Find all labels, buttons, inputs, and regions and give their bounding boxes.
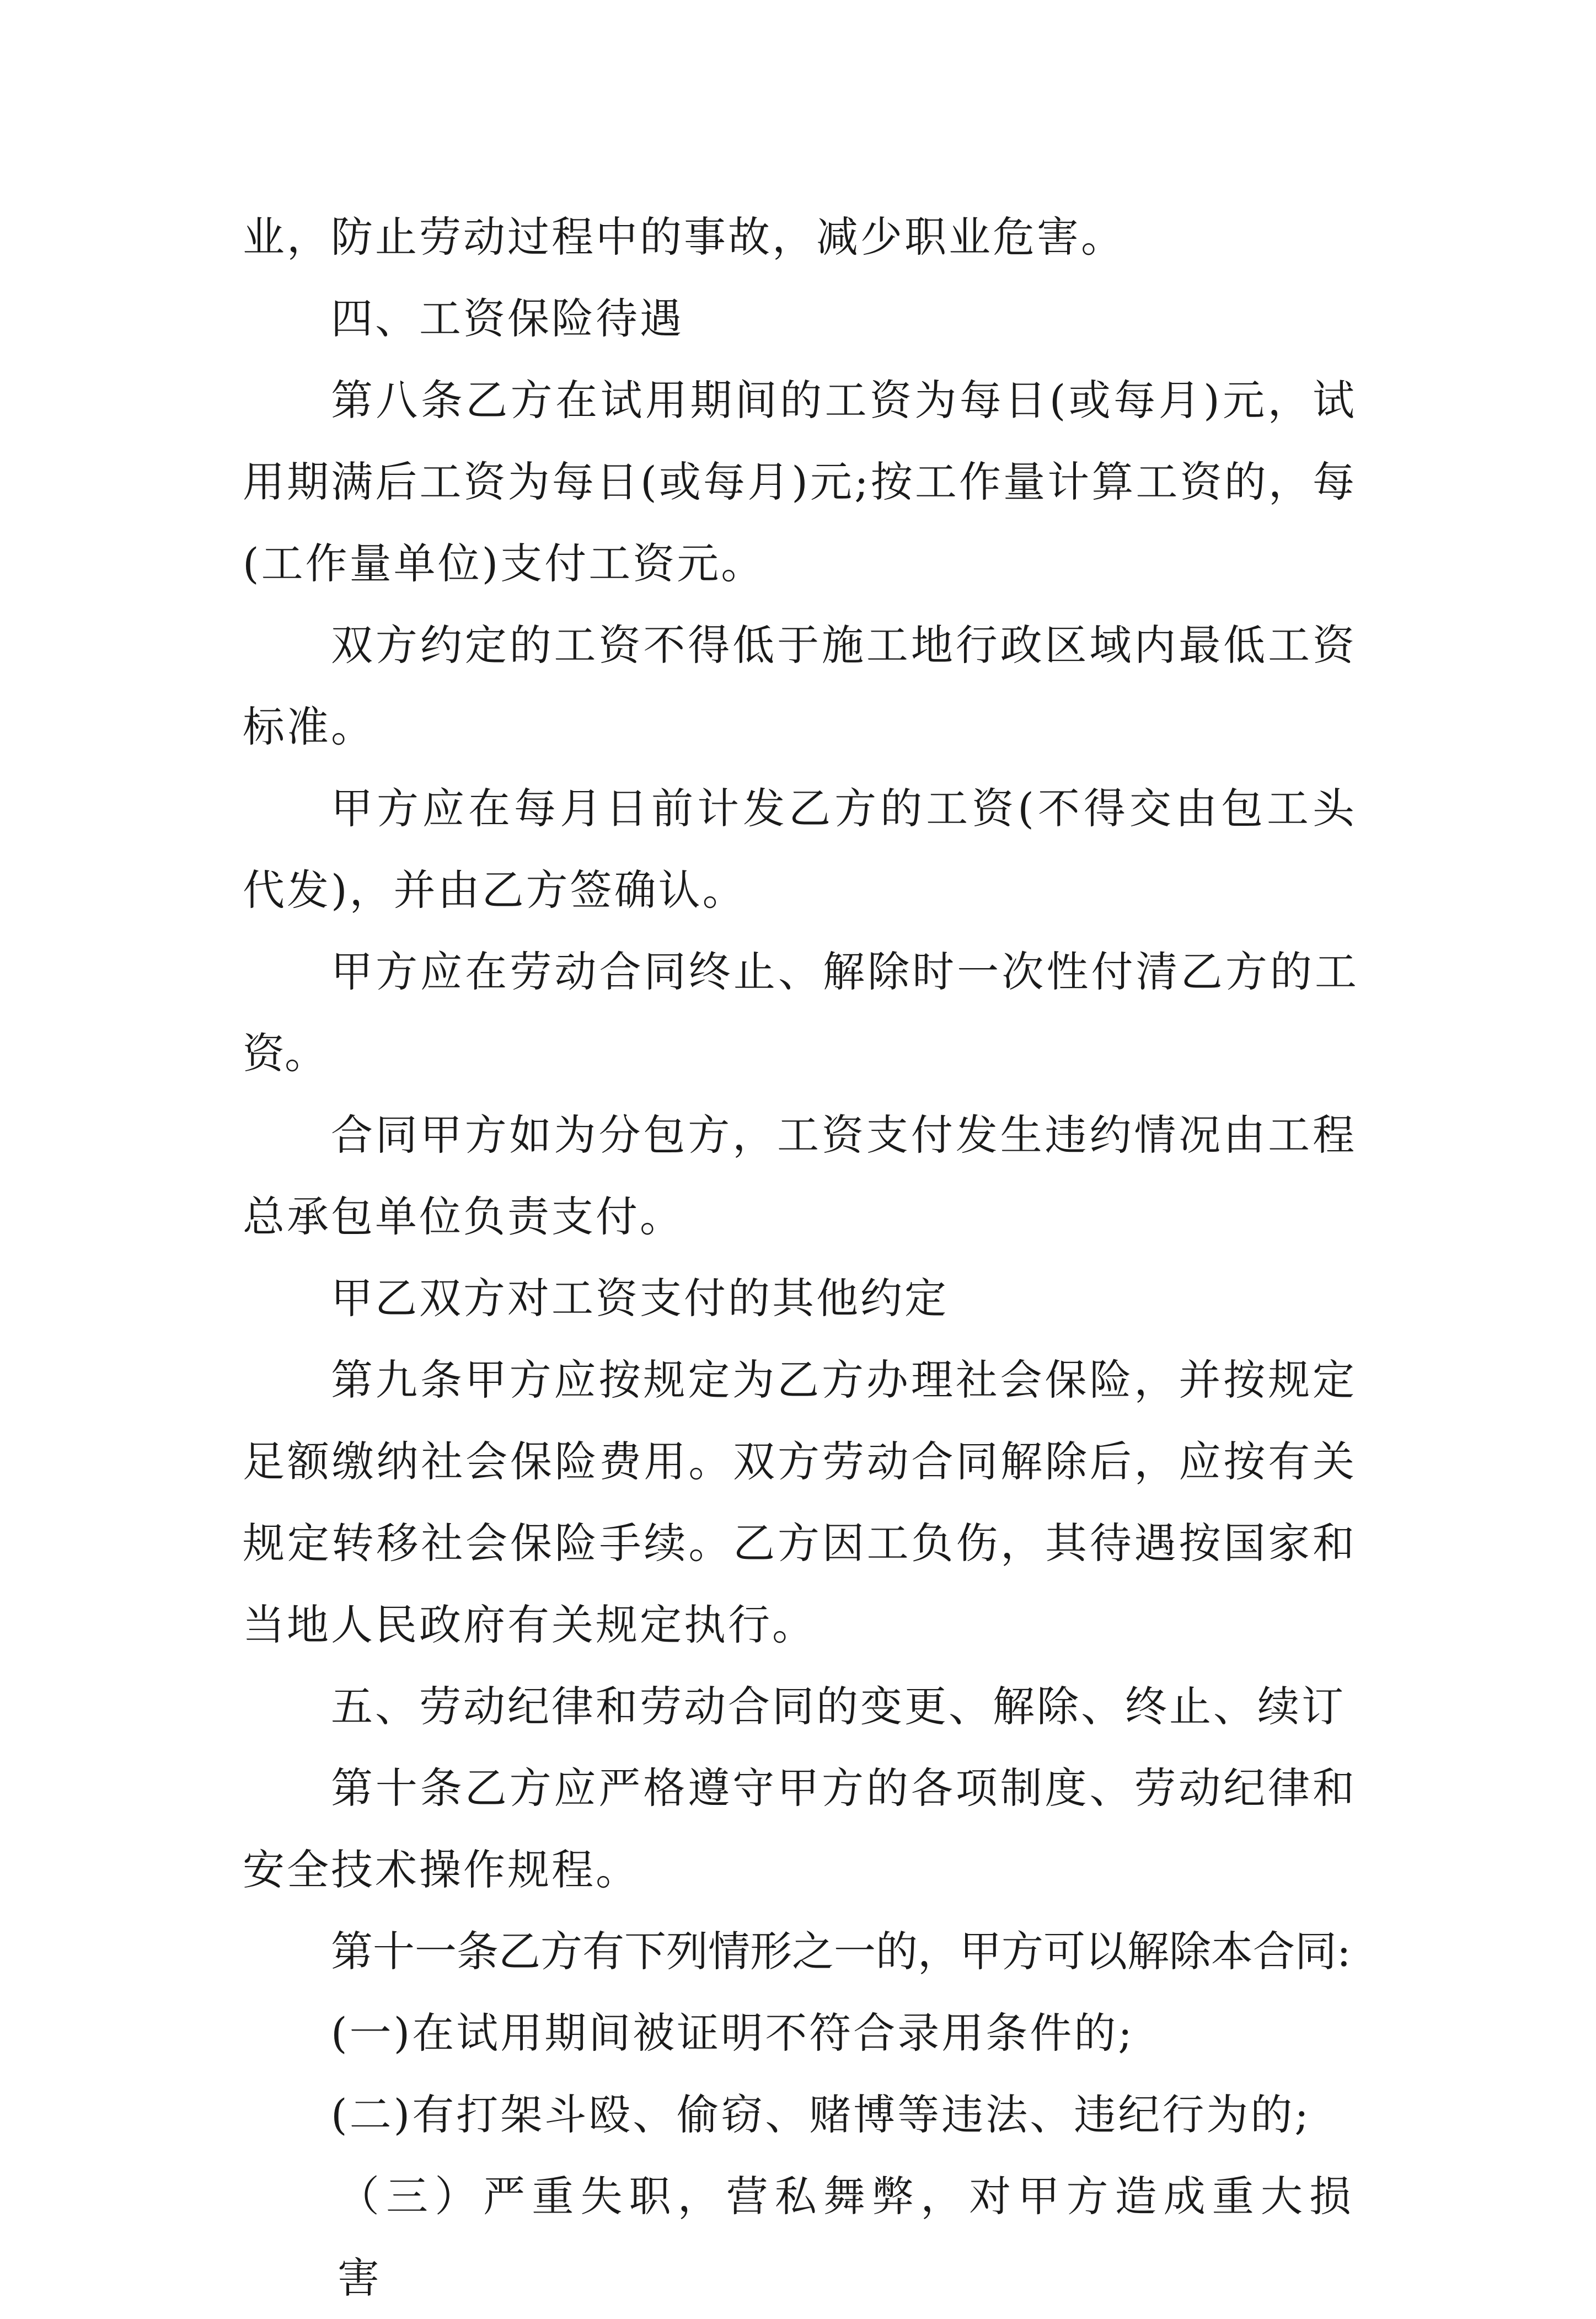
paragraph-continuation: 业，防止劳动过程中的事故，减少职业危害。: [243, 212, 1125, 261]
article-9-paragraph: 第九条甲方应按规定为乙方办理社会保险，并按规定足额缴纳社会保险费用。双方劳动合同解除后，应按有关规定转移社会保险手续。乙方因工负伤，其待遇按国家和当地人民政府有关规定执行。: [243, 1355, 1357, 1649]
final-payment-paragraph: 甲方应在劳动合同终止、解除时一次性付清乙方的工资。: [243, 947, 1357, 1078]
contract-text: [243, 196, 1357, 2319]
minimum-wage-paragraph: 双方约定的工资不得低于施工地行政区域内最低工资标准。: [243, 621, 1357, 751]
article-10-paragraph: 第十条乙方应严格遵守甲方的各项制度、劳动纪律和安全技术操作规程。: [243, 1764, 1357, 1894]
list-item-2: (二)有打架斗殴、偷窃、赌博等违法、违纪行为的;: [331, 2090, 1311, 2139]
article-8-paragraph: 第八条乙方在试用期间的工资为每日(或每月)元，试用期满后工资为每日(或每月)元;按工作量计算工资的，每(工作量单位)支付工资元。: [243, 376, 1357, 588]
subcontractor-paragraph: 合同甲方如为分包方，工资支付发生违约情况由工程总承包单位负责支付。: [243, 1110, 1357, 1241]
section-heading-discipline: 五、劳动纪律和劳动合同的变更、解除、终止、续订: [331, 1682, 1346, 1731]
article-11-paragraph: 第十一条乙方有下列情形之一的，甲方可以解除本合同:: [331, 1927, 1351, 1976]
other-agreements-paragraph: 甲乙双方对工资支付的其他约定: [331, 1274, 949, 1323]
list-item-3: （三）严重失职，营私舞弊，对甲方造成重大损害: [338, 2172, 1357, 2302]
list-item-1: (一)在试用期间被证明不符合录用条件的;: [331, 2008, 1134, 2058]
section-heading-wages-insurance: 四、工资保险待遇: [331, 294, 684, 343]
monthly-payment-paragraph: 甲方应在每月日前计发乙方的工资(不得交由包工头代发)，并由乙方签确认。: [243, 784, 1357, 915]
